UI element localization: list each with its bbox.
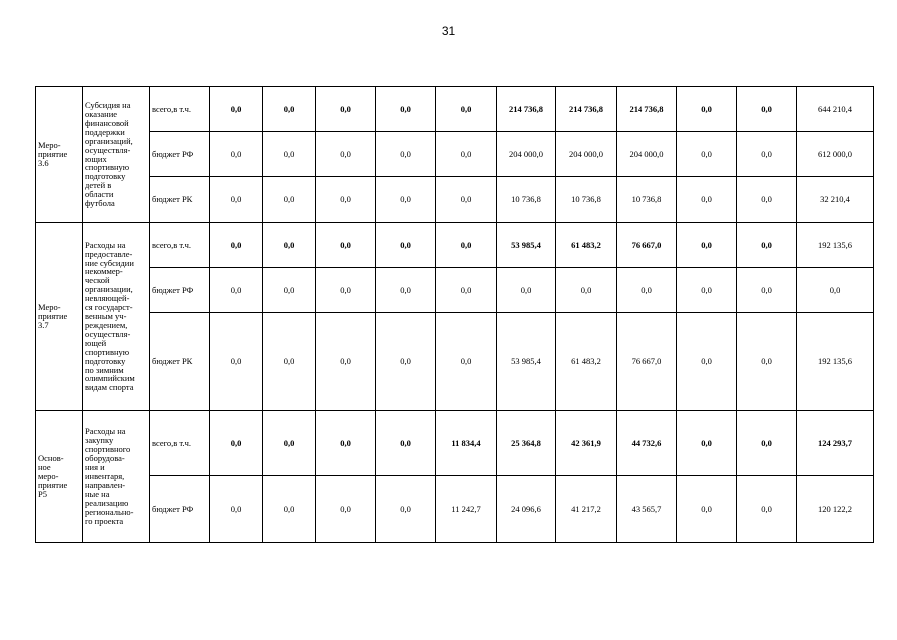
value-cell: 25 364,8	[497, 411, 556, 476]
value-cell: 0,0	[737, 476, 797, 543]
total-cell: 124 293,7	[797, 411, 874, 476]
value-cell: 0,0	[376, 132, 436, 177]
value-cell: 0,0	[210, 132, 263, 177]
value-cell: 204 000,0	[497, 132, 556, 177]
value-cell: 0,0	[210, 313, 263, 411]
event-cell: Меро- приятие 3.6	[36, 87, 83, 223]
table-row	[36, 87, 874, 132]
value-cell: 0,0	[497, 268, 556, 313]
value-cell: 24 096,6	[497, 476, 556, 543]
total-cell: 192 135,6	[797, 313, 874, 411]
value-cell: 0,0	[677, 313, 737, 411]
value-cell: 61 483,2	[556, 223, 617, 268]
table-row	[36, 268, 874, 313]
value-cell: 0,0	[677, 177, 737, 223]
value-cell: 61 483,2	[556, 313, 617, 411]
source-cell: бюджет РК	[150, 177, 210, 223]
budget-table	[35, 86, 874, 543]
value-cell: 0,0	[556, 268, 617, 313]
value-cell: 204 000,0	[556, 132, 617, 177]
value-cell: 0,0	[210, 268, 263, 313]
value-cell: 43 565,7	[617, 476, 677, 543]
value-cell: 53 985,4	[497, 313, 556, 411]
value-cell: 214 736,8	[497, 87, 556, 132]
value-cell: 0,0	[316, 223, 376, 268]
description-cell: Расходы на предоставле- ние субсидии некоммер- ческой организации, невляющей- ся государст- венным уч- реждением, осуществля- ющей спортивную подготовку по зимним олимпийским видам спорта	[83, 223, 150, 411]
table-row	[36, 223, 874, 268]
source-cell: всего,в т.ч.	[150, 223, 210, 268]
value-cell: 0,0	[677, 87, 737, 132]
value-cell: 0,0	[617, 268, 677, 313]
value-cell: 0,0	[376, 223, 436, 268]
value-cell: 0,0	[436, 313, 497, 411]
value-cell: 53 985,4	[497, 223, 556, 268]
value-cell: 204 000,0	[617, 132, 677, 177]
value-cell: 0,0	[263, 132, 316, 177]
total-cell: 0,0	[797, 268, 874, 313]
value-cell: 0,0	[316, 87, 376, 132]
value-cell: 0,0	[737, 132, 797, 177]
page-number: 31	[441, 24, 456, 38]
table-row	[36, 177, 874, 223]
value-cell: 0,0	[263, 313, 316, 411]
value-cell: 0,0	[436, 132, 497, 177]
value-cell: 0,0	[737, 268, 797, 313]
value-cell: 0,0	[316, 476, 376, 543]
value-cell: 0,0	[737, 313, 797, 411]
value-cell: 11 242,7	[436, 476, 497, 543]
value-cell: 0,0	[316, 268, 376, 313]
value-cell: 0,0	[210, 177, 263, 223]
value-cell: 0,0	[677, 476, 737, 543]
value-cell: 0,0	[263, 87, 316, 132]
value-cell: 0,0	[376, 411, 436, 476]
value-cell: 76 667,0	[617, 313, 677, 411]
value-cell: 0,0	[316, 411, 376, 476]
value-cell: 0,0	[210, 476, 263, 543]
value-cell: 10 736,8	[497, 177, 556, 223]
value-cell: 0,0	[677, 132, 737, 177]
value-cell: 0,0	[316, 177, 376, 223]
value-cell: 0,0	[737, 411, 797, 476]
event-cell: Основ- ное меро- приятие P5	[36, 411, 83, 543]
table-row	[36, 313, 874, 411]
value-cell: 10 736,8	[617, 177, 677, 223]
value-cell: 0,0	[376, 476, 436, 543]
value-cell: 0,0	[316, 132, 376, 177]
value-cell: 0,0	[436, 87, 497, 132]
source-cell: бюджет РФ	[150, 476, 210, 543]
value-cell: 0,0	[737, 177, 797, 223]
description-cell: Субсидия на оказание финансовой поддержки организаций, осуществля- ющих спортивную подготовку детей в области футбола	[83, 87, 150, 223]
table-row	[36, 476, 874, 543]
value-cell: 0,0	[263, 411, 316, 476]
total-cell: 192 135,6	[797, 223, 874, 268]
value-cell: 0,0	[376, 313, 436, 411]
value-cell: 0,0	[376, 177, 436, 223]
value-cell: 0,0	[677, 411, 737, 476]
value-cell: 42 361,9	[556, 411, 617, 476]
value-cell: 41 217,2	[556, 476, 617, 543]
value-cell: 0,0	[263, 223, 316, 268]
event-cell: Меро- приятие 3.7	[36, 223, 83, 411]
value-cell: 10 736,8	[556, 177, 617, 223]
source-cell: бюджет РФ	[150, 268, 210, 313]
table-row	[36, 132, 874, 177]
table-row	[36, 411, 874, 476]
value-cell: 0,0	[436, 223, 497, 268]
value-cell: 44 732,6	[617, 411, 677, 476]
value-cell: 0,0	[737, 87, 797, 132]
value-cell: 0,0	[737, 223, 797, 268]
value-cell: 0,0	[677, 268, 737, 313]
source-cell: бюджет РК	[150, 313, 210, 411]
value-cell: 214 736,8	[556, 87, 617, 132]
source-cell: бюджет РФ	[150, 132, 210, 177]
value-cell: 0,0	[263, 476, 316, 543]
value-cell: 11 834,4	[436, 411, 497, 476]
description-cell: Расходы на закупку спортивного оборудова- ния и инвентаря, направлен- ные на реализацию регионально- го проекта	[83, 411, 150, 543]
value-cell: 0,0	[316, 313, 376, 411]
value-cell: 0,0	[376, 268, 436, 313]
total-cell: 612 000,0	[797, 132, 874, 177]
total-cell: 120 122,2	[797, 476, 874, 543]
value-cell: 0,0	[263, 177, 316, 223]
value-cell: 0,0	[436, 177, 497, 223]
total-cell: 644 210,4	[797, 87, 874, 132]
source-cell: всего,в т.ч.	[150, 87, 210, 132]
value-cell: 214 736,8	[617, 87, 677, 132]
source-cell: всего,в т.ч.	[150, 411, 210, 476]
value-cell: 0,0	[436, 268, 497, 313]
value-cell: 0,0	[210, 223, 263, 268]
value-cell: 0,0	[677, 223, 737, 268]
value-cell: 76 667,0	[617, 223, 677, 268]
value-cell: 0,0	[210, 411, 263, 476]
value-cell: 0,0	[263, 268, 316, 313]
total-cell: 32 210,4	[797, 177, 874, 223]
value-cell: 0,0	[376, 87, 436, 132]
value-cell: 0,0	[210, 87, 263, 132]
